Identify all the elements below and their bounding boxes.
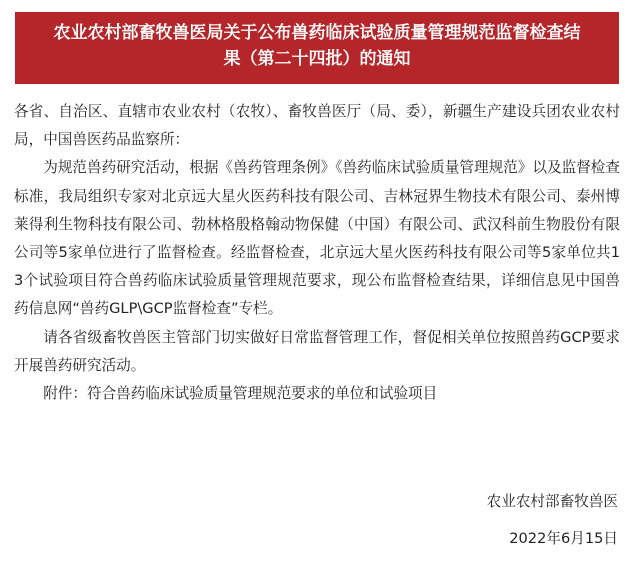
body-paragraph-2: 请各省级畜牧兽医主管部门切实做好日常监督管理工作，督促相关单位按照兽药GCP要求开展兽药研究活动。 [14,328,620,374]
notice-title-banner [15,12,619,84]
issuer-signature: 农业农村部畜牧兽医 [486,493,618,510]
body-paragraph-1: 为规范兽药研究活动，根据《兽药管理条例》《兽药临床试验质量管理规范》以及监督检查标准，我局组织专家对北京远大星火医药科技有限公司、吉林冠界生物技术有限公司、泰州博莱得利生物科技有限公司、勃林格殷格翰动物保健（中国）有限公司、武汉科前生物股份有限公司等5家单位进行了监督检查。经监督检查，北京远大星火医药科技有限公司等5家单位共13个试验项目符合兽药临床试验质量管理规范要求，现公布监督检查结果，详细信息见中国兽药信息网“兽药GLP\GCP监督检查”专栏。 [14,159,620,318]
issue-date: 2022年6月15日 [509,530,618,547]
addressee-paragraph: 各省、自治区、直辖市农业农村（农牧）、畜牧兽医厅（局、委），新疆生产建设兵团农业农村局，中国兽医药品监察所： [14,103,620,149]
notice-body [14,98,620,408]
attachment-paragraph: 附件：符合兽药临床试验质量管理规范要求的单位和试验项目 [43,385,438,403]
notice-title-line-2: 果（第二十四批）的通知 [223,49,411,69]
notice-title-line-1: 农业农村部畜牧兽医局关于公布兽药临床试验质量管理规范监督检查结 [53,23,581,43]
